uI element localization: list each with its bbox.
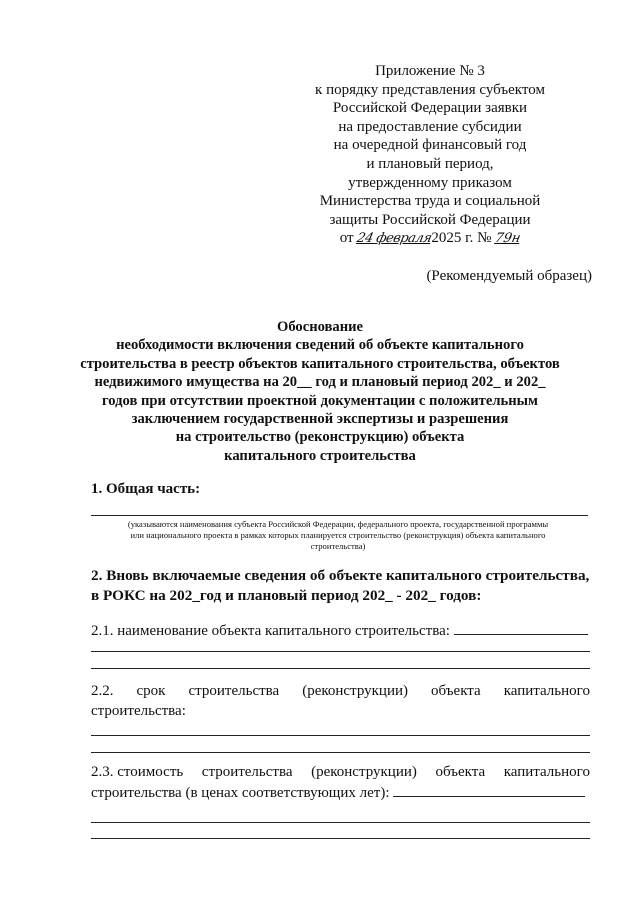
document-title	[80, 318, 560, 465]
title-line: строительства в реестр объектов капитального строительства, объектов	[80, 355, 560, 372]
title-line: капитального строительства	[224, 447, 416, 464]
appendix-line: на очередной финансовый год	[333, 137, 527, 154]
item-2-2-fill-line-2[interactable]	[91, 752, 590, 753]
section2-heading	[91, 566, 596, 606]
item-2-3-word: 2.3. стоимость	[91, 764, 184, 780]
item-2-2-word: 2.2.	[91, 683, 114, 699]
item-2-3-fill-line[interactable]	[393, 782, 585, 797]
item-2-2	[91, 681, 590, 721]
title-line: заключением государственной экспертизы и разрешения	[131, 411, 509, 428]
section2-heading-line: в РОКС на 202_год и плановый период 202_ - 202_ годов:	[91, 587, 482, 604]
handwritten-number: 79н	[493, 231, 523, 247]
section1-heading: 1. Общая часть:	[91, 481, 201, 497]
item-2-3-line1	[91, 762, 590, 782]
appendix-line: Министерства труда и социальной	[319, 193, 541, 210]
appendix-line: и плановый период,	[366, 155, 494, 172]
appendix-line: Российской Федерации заявки	[332, 100, 528, 117]
title-line: на строительство (реконструкцию) объекта	[175, 429, 465, 446]
date-prefix: от	[339, 230, 354, 247]
appendix-block	[300, 62, 560, 249]
title-line: Обоснование	[276, 319, 364, 335]
item-2-3	[91, 762, 590, 803]
title-line: недвижимого имущества на 20__ год и плановый период 202_ и 202_	[94, 374, 546, 391]
date-year: 2025 г. №	[431, 230, 492, 247]
note-line: строительства)	[310, 541, 366, 552]
section1-note	[88, 519, 588, 553]
appendix-line: к порядку представления субъектом	[315, 81, 545, 98]
item-2-2-word: капитального	[503, 683, 590, 699]
item-2-3-word: объекта	[435, 764, 486, 780]
item-2-1-fill-line[interactable]	[454, 620, 588, 635]
appendix-line: утвержденному приказом	[348, 174, 512, 191]
item-2-1-fill-line-2[interactable]	[91, 651, 590, 652]
section2-heading-line: 2. Вновь включаемые сведения об объекте капитального строительства,	[91, 567, 590, 584]
section1-fill-line[interactable]	[91, 515, 588, 516]
item-2-3-fill-line-2[interactable]	[91, 822, 590, 823]
item-2-2-fill-line-1[interactable]	[91, 735, 590, 736]
item-2-2-word: (реконструкции)	[302, 683, 408, 699]
appendix-line: на предоставление субсидии	[338, 118, 522, 135]
note-line: или национального проекта в рамках которых планируется строительство (реконструкция) объекта капитального	[130, 530, 546, 541]
item-2-2-line2: строительства:	[91, 703, 186, 719]
appendix-line: защиты Российской Федерации	[329, 211, 531, 228]
item-2-3-fill-line-3[interactable]	[91, 838, 590, 839]
item-2-2-word: объекта	[431, 683, 481, 699]
recommended-sample-label: (Рекомендуемый образец)	[426, 268, 592, 284]
item-2-3-word: (реконструкции)	[311, 764, 417, 780]
order-date-line	[300, 229, 560, 249]
appendix-line: Приложение № 3	[375, 63, 485, 79]
note-line: (указываются наименования субъекта Российской Федерации, федерального проекта, государственной программы	[127, 519, 549, 529]
item-2-3-word: капитального	[503, 764, 590, 780]
item-2-2-line1	[91, 681, 590, 701]
item-2-3-word: строительства	[201, 764, 293, 780]
item-2-1-label: 2.1. наименование объекта капитального строительства:	[91, 623, 450, 639]
item-2-1-fill-line-3[interactable]	[91, 668, 590, 669]
item-2-3-line2: строительства (в ценах соответствующих лет):	[91, 785, 390, 801]
title-line: годов при отсутствии проектной документации с положительным	[102, 392, 538, 409]
handwritten-date: 24 февраля	[355, 231, 434, 247]
item-2-2-word: срок	[136, 683, 166, 699]
item-2-2-word: строительства	[188, 683, 280, 699]
item-2-1	[91, 620, 590, 641]
title-line: необходимости включения сведений об объекте капитального	[116, 337, 524, 354]
